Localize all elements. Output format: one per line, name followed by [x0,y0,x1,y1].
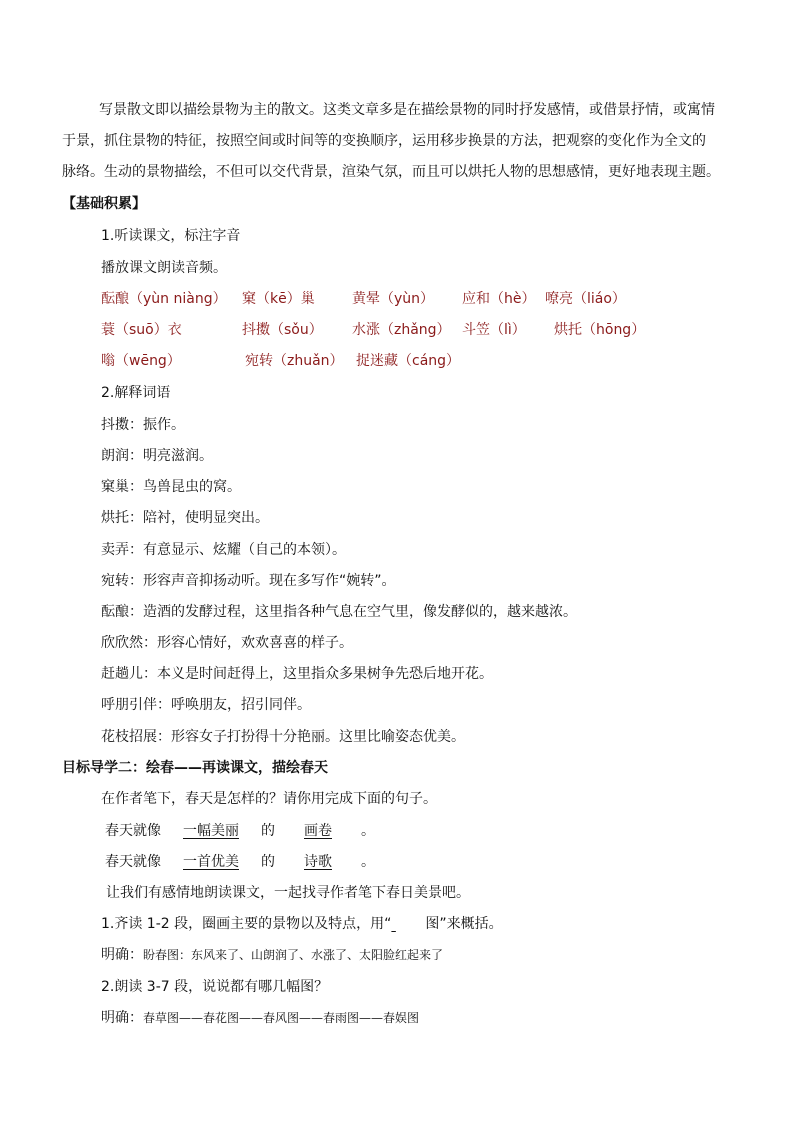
pinyin-item: 应和（hè） [462,291,536,307]
pinyin-item: 黄晕（yùn） [352,291,435,307]
answer-4-label: 明确： [101,1010,143,1026]
definition-item: 抖擞：振作。 [101,417,185,433]
fill-sentence [105,821,375,841]
pinyin-item: 蓑（suō）衣 [101,322,182,338]
answer-4 [101,1008,419,1028]
question-3-prefix: 1.齐读 1-2 段，圈画主要的景物以及特点，用“ [101,916,392,932]
pinyin-item: 嗡（wēng） [101,353,181,369]
definition-item: 花枝招展：形容女子打扮得十分艳丽。这里比喻姿态优美。 [101,729,465,745]
pinyin-item: 酝酿（yùn niàng） [101,291,227,307]
fill-sentence [105,852,375,872]
definition-item: 烘托：陪衬，使明显突出。 [101,510,269,526]
fill-blank: 一首优美 [183,854,239,870]
fill-blank: 一幅美丽 [183,823,239,839]
question-3 [101,914,503,934]
question-4: 2.朗读 3-7 段，说说都有哪几幅图？ [101,979,329,995]
definition-item: 朗润：明亮滋润。 [101,448,213,464]
question-3-suffix: ”来概括。 [439,916,503,932]
intro-line-3: 脉络。生动的景物描绘，不但可以交代背景，渲染气氛，而且可以烘托人物的思想感情，更好地表现主题。 [62,164,720,180]
pinyin-item: 嘹亮（liáo） [545,291,626,307]
fill-prefix: 春天就像 [105,854,161,870]
answer-3-label: 明确： [101,947,143,963]
intro-line-1: 写景散文即以描绘景物为主的散文。这类文章多是在描绘景物的同时抒发感情，或借景抒情，或寓情 [99,102,715,118]
section-2-lead: 让我们有感情地朗读课文，一起找寻作者笔下春日美景吧。 [106,885,470,901]
pinyin-item: 水涨（zhǎng） [352,322,451,338]
definition-item: 宛转：形容声音抑扬动听。现在多写作“婉转”。 [101,573,396,589]
section-heading-foundation: 【基础积累】 [62,196,146,212]
question-1-title: 1.听读课文，标注字音 [101,228,241,244]
definition-item: 卖弄：有意显示、炫耀（自己的本领）。 [101,542,346,558]
pinyin-item: 烘托（hōng） [554,322,646,338]
pinyin-item: 斗笠（lì） [462,322,526,338]
definition-item: 呼朋引伴：呼唤朋友，招引同伴。 [101,697,311,713]
fill-prefix: 春天就像 [105,823,161,839]
fill-blank: 诗歌 [304,854,332,870]
fill-end: 。 [361,854,375,870]
fill-middle: 的 [261,823,275,839]
section-2-prompt: 在作者笔下，春天是怎样的？请你用完成下面的句子。 [101,791,437,807]
answer-3-text: 盼春图：东风来了、山朗润了、水涨了、太阳脸红起来了 [143,948,444,962]
pinyin-item: 捉迷藏（cáng） [356,353,461,369]
fill-end: 。 [361,823,375,839]
question-3-blank [391,914,425,934]
fill-blank: 画卷 [304,823,332,839]
answer-4-text: 春草图——春花图——春风图——春雨图——春娱图 [143,1011,420,1025]
definition-item: 赶趟儿：本义是时间赶得上，这里指众多果树争先恐后地开花。 [101,666,493,682]
definition-item: 窠巢：鸟兽昆虫的窝。 [101,479,241,495]
question-2-title: 2.解释词语 [101,385,171,401]
definition-item: 酝酿：造酒的发酵过程，这里指各种气息在空气里，像发酵似的，越来越浓。 [101,604,577,620]
answer-3 [101,945,443,965]
pinyin-item: 抖擞（sǒu） [242,322,323,338]
question-1-subtitle: 播放课文朗读音频。 [101,260,227,276]
question-3-blank-word: 图 [425,916,440,932]
definition-item: 欣欣然：形容心情好，欢欢喜喜的样子。 [101,635,353,651]
pinyin-item: 宛转（zhuǎn） [245,353,344,369]
intro-line-2: 于景，抓住景物的特征，按照空间或时间等的变换顺序，运用移步换景的方法，把观察的变化作为全文的 [62,133,706,149]
fill-middle: 的 [261,854,275,870]
section-heading-spring: 目标导学二：绘春——再读课文，描绘春天 [62,760,328,776]
pinyin-item: 窠（kē）巢 [242,291,315,307]
